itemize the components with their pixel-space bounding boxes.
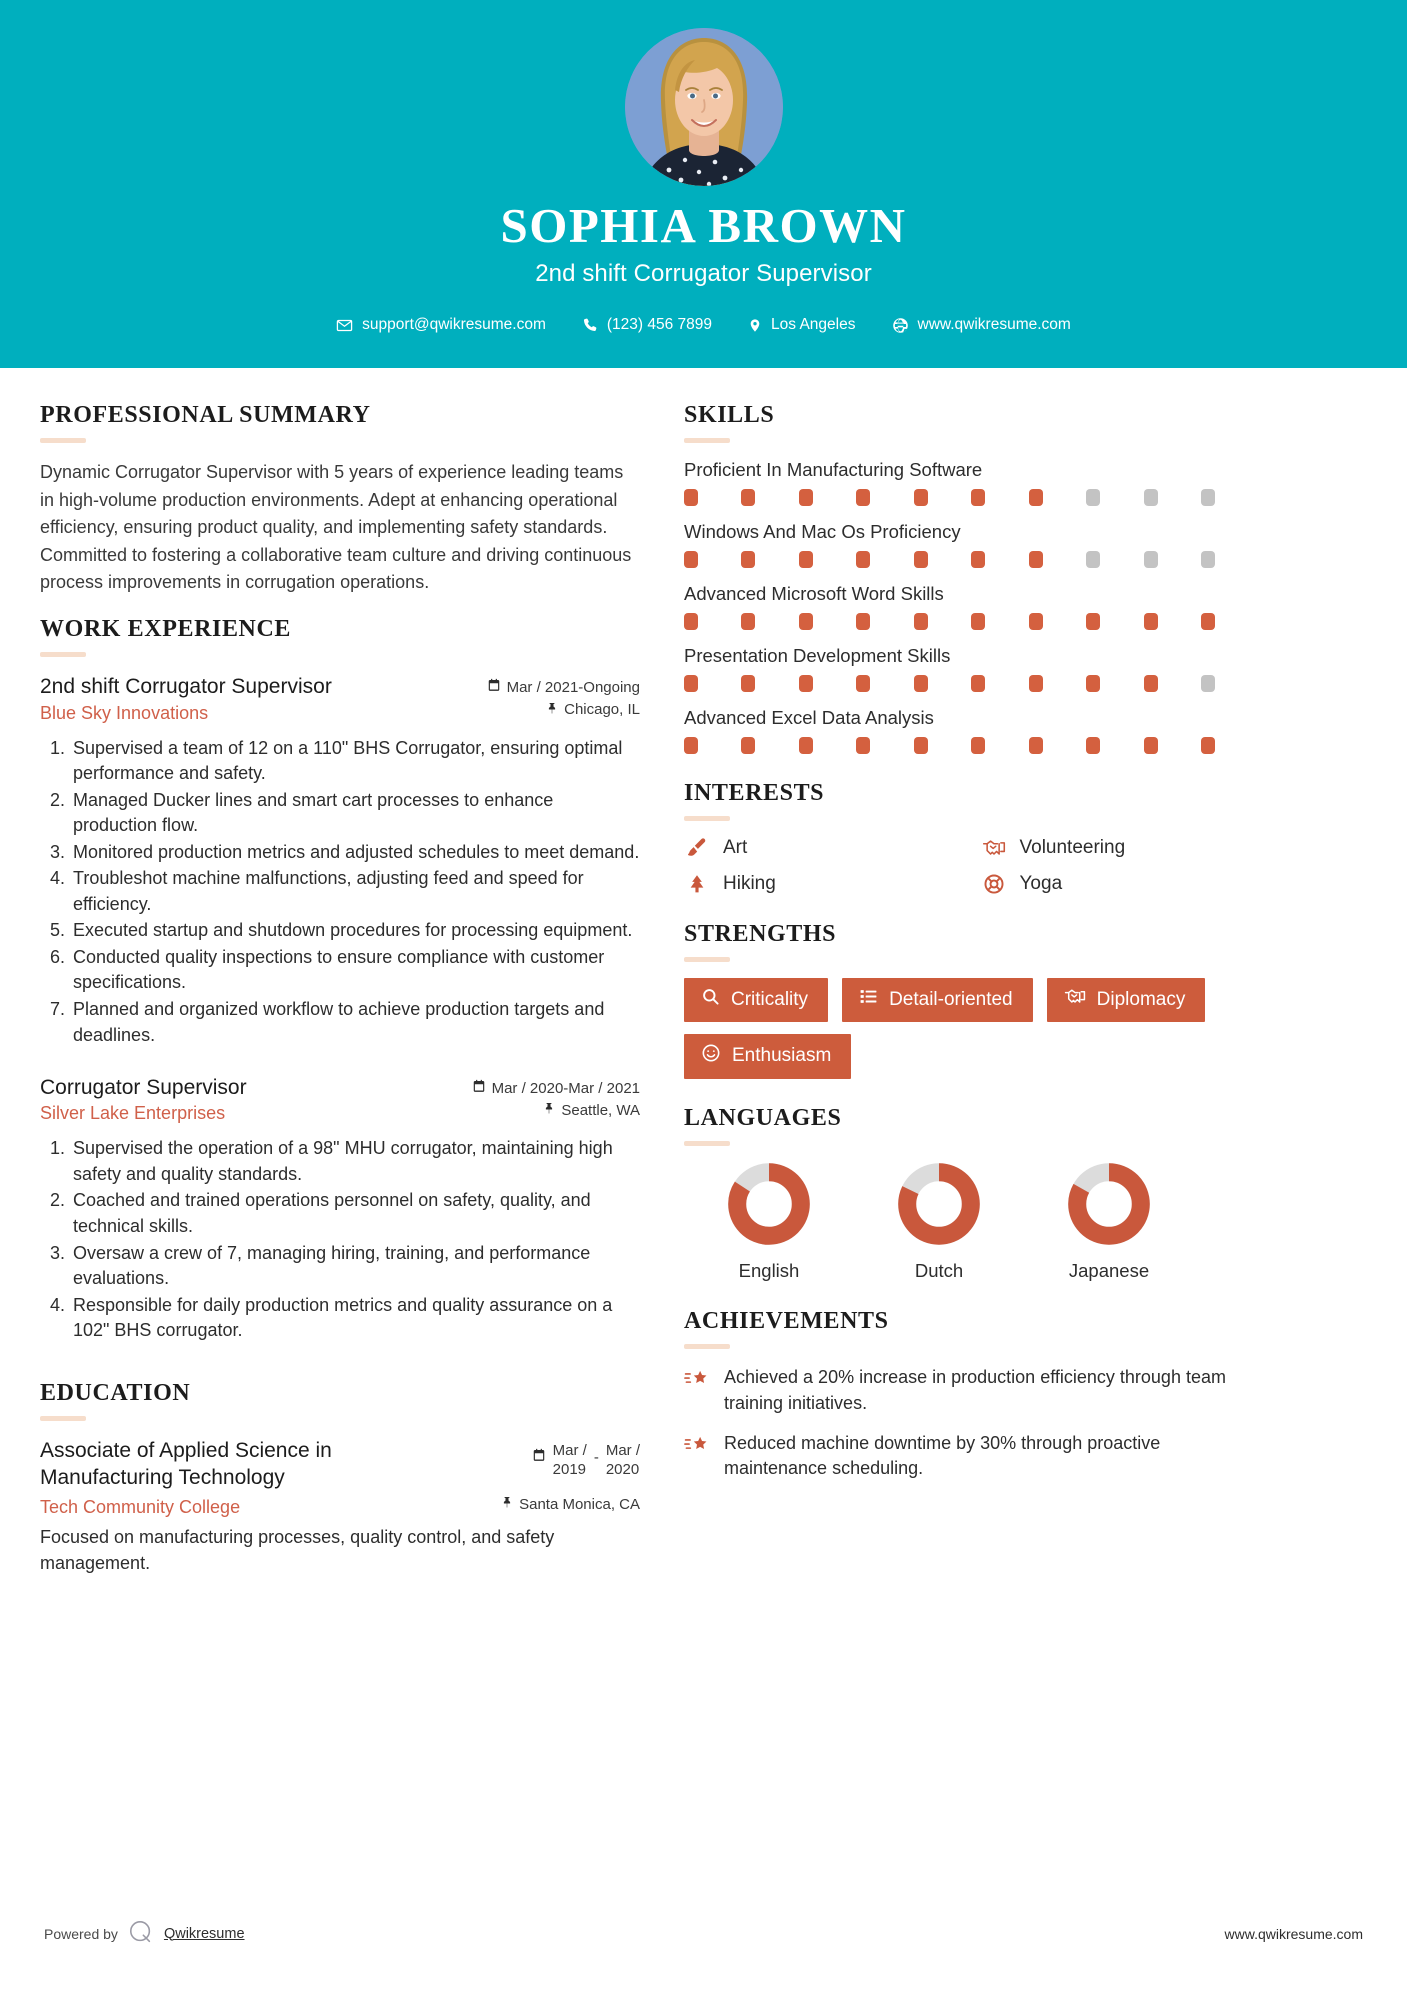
map-pin-icon bbox=[748, 317, 762, 334]
section-achievements bbox=[684, 1308, 1267, 1481]
work-bullets bbox=[40, 736, 640, 1049]
work-bullets bbox=[40, 1136, 640, 1343]
list-item: 2. Managed Ducker lines and smart cart processes to enhance production flow. bbox=[70, 788, 640, 839]
contact-email-text: support@qwikresume.com bbox=[362, 316, 546, 334]
footer-url[interactable]: www.qwikresume.com bbox=[1224, 1925, 1363, 1942]
skill-dot bbox=[856, 737, 870, 754]
skill-dot bbox=[1029, 489, 1043, 506]
section-title: ACHIEVEMENTS bbox=[684, 1308, 889, 1335]
skill-dot bbox=[1029, 613, 1043, 630]
interest-item-art bbox=[684, 837, 971, 859]
skill-dot bbox=[684, 613, 698, 630]
language-label: Dutch bbox=[914, 1260, 964, 1282]
section-rule bbox=[684, 438, 730, 443]
skill-dot bbox=[1201, 675, 1215, 692]
language-donut bbox=[897, 1162, 981, 1246]
strength-tag-diplomacy bbox=[1047, 978, 1206, 1022]
section-rule bbox=[40, 438, 86, 443]
skill-dot bbox=[1144, 737, 1158, 754]
skill-dot bbox=[971, 551, 985, 568]
page-title: SOPHIA BROWN bbox=[500, 198, 907, 253]
section-skills bbox=[684, 402, 1267, 754]
section-languages bbox=[684, 1105, 1267, 1282]
skill-row bbox=[684, 707, 1267, 754]
work-location-text: Chicago, IL bbox=[564, 701, 640, 719]
work-dates bbox=[472, 1079, 640, 1097]
shooting-star-icon bbox=[684, 1365, 710, 1395]
skill-dot bbox=[856, 551, 870, 568]
tree-icon bbox=[684, 873, 710, 895]
skill-label: Advanced Microsoft Word Skills bbox=[684, 583, 944, 605]
skill-row bbox=[684, 521, 1267, 568]
phone-icon bbox=[582, 317, 598, 333]
education-date-from-year: 2019 bbox=[552, 1460, 587, 1478]
skill-dot bbox=[1086, 613, 1100, 630]
language-label: Japanese bbox=[1068, 1260, 1150, 1282]
skill-dot bbox=[1086, 551, 1100, 568]
list-item: 3. Oversaw a crew of 7, managing hiring, training, and performance evaluations. bbox=[70, 1241, 640, 1292]
skill-dot bbox=[971, 613, 985, 630]
skill-dot bbox=[741, 613, 755, 630]
education-date-to bbox=[606, 1442, 640, 1480]
work-company: Blue Sky Innovations bbox=[40, 702, 209, 723]
section-professional-summary bbox=[40, 402, 640, 596]
contact-location[interactable] bbox=[730, 316, 873, 334]
qwikresume-link[interactable]: Qwikresume bbox=[163, 1925, 245, 1942]
work-role: Corrugator Supervisor bbox=[40, 1076, 247, 1100]
language-item bbox=[684, 1162, 854, 1282]
skill-dot bbox=[799, 489, 813, 506]
skill-rating bbox=[684, 737, 1215, 754]
work-company: Silver Lake Enterprises bbox=[40, 1103, 226, 1124]
skill-dot bbox=[914, 613, 928, 630]
education-date-from-month: Mar / bbox=[552, 1441, 587, 1459]
skill-dot bbox=[914, 675, 928, 692]
list-item: 1. Supervised a team of 12 on a 110" BHS Corrugator, ensuring optimal performance and safety. bbox=[70, 736, 640, 787]
language-item bbox=[854, 1162, 1024, 1282]
skill-dot bbox=[1144, 675, 1158, 692]
strength-tag-enthusiasm bbox=[684, 1034, 851, 1079]
strength-label: Criticality bbox=[731, 988, 809, 1010]
section-title: WORK EXPERIENCE bbox=[40, 616, 292, 643]
calendar-icon bbox=[472, 1079, 486, 1097]
interest-grid bbox=[684, 837, 1267, 895]
lifebuoy-icon bbox=[981, 873, 1007, 895]
calendar-icon bbox=[532, 1442, 546, 1468]
skill-label: Proficient In Manufacturing Software bbox=[684, 459, 983, 481]
skill-dot bbox=[799, 551, 813, 568]
skill-dot bbox=[1029, 737, 1043, 754]
skill-dot bbox=[914, 737, 928, 754]
calendar-icon bbox=[487, 678, 501, 696]
section-title: EDUCATION bbox=[40, 1379, 191, 1406]
education-degree: Associate of Applied Science in Manufacturing Technology bbox=[40, 1438, 332, 1490]
section-education bbox=[40, 1380, 640, 1577]
smiley-icon bbox=[701, 1043, 721, 1069]
skill-row bbox=[684, 459, 1267, 506]
language-label: English bbox=[738, 1260, 800, 1282]
skill-dot bbox=[1086, 675, 1100, 692]
strength-label: Detail-oriented bbox=[889, 988, 1013, 1010]
section-rule bbox=[684, 1141, 730, 1146]
skill-dot bbox=[856, 489, 870, 506]
powered-by-label: Powered by bbox=[44, 1925, 118, 1942]
skill-dot bbox=[741, 737, 755, 754]
interest-label: Art bbox=[723, 837, 748, 859]
strength-tags bbox=[684, 978, 1267, 1079]
section-work-experience bbox=[40, 616, 640, 1344]
skill-label: Presentation Development Skills bbox=[684, 645, 951, 667]
language-item bbox=[1024, 1162, 1194, 1282]
right-column bbox=[684, 402, 1267, 1501]
contact-email[interactable] bbox=[318, 316, 564, 334]
section-title: LANGUAGES bbox=[684, 1105, 842, 1132]
section-title: PROFESSIONAL SUMMARY bbox=[40, 402, 371, 429]
contact-website-text: www.qwikresume.com bbox=[917, 316, 1071, 334]
achievement-text: Reduced machine downtime by 30% through proactive maintenance scheduling. bbox=[724, 1432, 1161, 1479]
section-rule bbox=[684, 1344, 730, 1349]
skill-dot bbox=[684, 489, 698, 506]
list-item: 3. Monitored production metrics and adjusted schedules to meet demand. bbox=[70, 840, 640, 866]
section-rule bbox=[40, 652, 86, 657]
language-donut bbox=[1067, 1162, 1151, 1246]
handshake-icon bbox=[981, 837, 1007, 859]
section-title: SKILLS bbox=[684, 402, 775, 429]
skill-row bbox=[684, 583, 1267, 630]
education-location-text: Santa Monica, CA bbox=[519, 1495, 640, 1513]
powered-by bbox=[44, 1919, 245, 1948]
skill-rating bbox=[684, 551, 1215, 568]
strength-label: Enthusiasm bbox=[732, 1045, 832, 1067]
achievement-text: Achieved a 20% increase in production efficiency through team training initiatives. bbox=[724, 1367, 1226, 1413]
achievement-item bbox=[684, 1431, 1267, 1482]
skill-dot bbox=[1144, 489, 1158, 506]
skill-dot bbox=[914, 551, 928, 568]
skill-dot bbox=[1086, 737, 1100, 754]
interest-label: Hiking bbox=[723, 873, 776, 895]
page-footer bbox=[0, 1919, 1407, 1948]
skill-dot bbox=[856, 675, 870, 692]
contact-website[interactable] bbox=[874, 316, 1089, 334]
list-item: 1. Supervised the operation of a 98" MHU corrugator, maintaining high safety and quality standards. bbox=[70, 1136, 640, 1187]
skill-dot bbox=[971, 489, 985, 506]
skill-label: Advanced Excel Data Analysis bbox=[684, 707, 934, 729]
interest-label: Yoga bbox=[1019, 873, 1063, 895]
skill-dot bbox=[684, 737, 698, 754]
search-icon bbox=[701, 987, 720, 1012]
work-entry bbox=[40, 1074, 640, 1344]
left-column bbox=[40, 402, 640, 1596]
language-donut bbox=[727, 1162, 811, 1246]
skill-dot bbox=[1201, 613, 1215, 630]
strength-tag-detail-oriented bbox=[842, 978, 1033, 1022]
list-item: 2. Coached and trained operations personnel on safety, quality, and technical skills. bbox=[70, 1188, 640, 1239]
education-location bbox=[501, 1495, 640, 1513]
avatar bbox=[625, 28, 783, 186]
work-dates-text: Mar / 2021-Ongoing bbox=[506, 678, 640, 696]
interest-item-volunteering bbox=[981, 837, 1268, 859]
section-rule bbox=[684, 816, 730, 821]
skill-rating bbox=[684, 675, 1215, 692]
skill-dot bbox=[856, 613, 870, 630]
pin-icon bbox=[543, 1101, 555, 1119]
work-location-text: Seattle, WA bbox=[561, 1101, 640, 1119]
strength-tag-criticality bbox=[684, 978, 828, 1022]
skill-dot bbox=[1201, 551, 1215, 568]
header-subtitle: 2nd shift Corrugator Supervisor bbox=[535, 260, 872, 288]
section-rule bbox=[40, 1416, 86, 1421]
section-interests bbox=[684, 780, 1267, 895]
resume-body bbox=[0, 368, 1407, 1596]
pin-icon bbox=[501, 1495, 513, 1513]
education-entry bbox=[40, 1437, 640, 1577]
achievement-item bbox=[684, 1365, 1267, 1416]
strength-label: Diplomacy bbox=[1096, 988, 1186, 1010]
contact-row bbox=[0, 316, 1407, 334]
work-dates bbox=[475, 678, 640, 696]
skill-dot bbox=[1201, 737, 1215, 754]
avatar-photo bbox=[625, 28, 783, 186]
section-strengths bbox=[684, 921, 1267, 1079]
pin-icon bbox=[546, 701, 558, 719]
skill-dot bbox=[1086, 489, 1100, 506]
work-location bbox=[543, 1101, 640, 1119]
skill-rating bbox=[684, 489, 1215, 506]
work-dates-text: Mar / 2020-Mar / 2021 bbox=[491, 1079, 640, 1097]
education-school: Tech Community College bbox=[40, 1497, 241, 1518]
skill-dot bbox=[799, 675, 813, 692]
contact-phone[interactable] bbox=[564, 316, 730, 334]
date-separator: - bbox=[593, 1448, 599, 1466]
list-item: 5. Executed startup and shutdown procedures for processing equipment. bbox=[70, 918, 640, 944]
skill-dot bbox=[684, 551, 698, 568]
interest-item-hiking bbox=[684, 873, 971, 895]
envelope-icon bbox=[336, 317, 353, 334]
skill-dot bbox=[741, 551, 755, 568]
skill-dot bbox=[799, 613, 813, 630]
education-date-to-year: 2020 bbox=[605, 1460, 640, 1478]
skill-dot bbox=[914, 489, 928, 506]
list-icon bbox=[859, 987, 878, 1012]
interest-label: Volunteering bbox=[1019, 837, 1126, 859]
work-location bbox=[546, 701, 640, 719]
skill-dot bbox=[1144, 613, 1158, 630]
contact-location-text: Los Angeles bbox=[771, 316, 856, 334]
list-item: 7. Planned and organized workflow to achieve production targets and deadlines. bbox=[70, 997, 640, 1048]
interest-item-yoga bbox=[981, 873, 1268, 895]
skill-dot bbox=[684, 675, 698, 692]
globe-icon bbox=[892, 317, 909, 334]
education-date-from bbox=[553, 1442, 587, 1480]
education-date-to-month: Mar / bbox=[605, 1441, 640, 1459]
skill-dot bbox=[1029, 675, 1043, 692]
list-item: 6. Conducted quality inspections to ensure compliance with customer specifications. bbox=[70, 945, 640, 996]
skill-dot bbox=[971, 737, 985, 754]
contact-phone-text: (123) 456 7899 bbox=[606, 316, 713, 334]
shooting-star-icon bbox=[684, 1431, 710, 1461]
resume-header bbox=[0, 0, 1407, 368]
skill-dot bbox=[741, 489, 755, 506]
list-item: 4. Responsible for daily production metrics and quality assurance on a 102" BHS corrugator. bbox=[70, 1293, 640, 1344]
skill-dot bbox=[799, 737, 813, 754]
paintbrush-icon bbox=[684, 837, 710, 859]
skill-row bbox=[684, 645, 1267, 692]
skill-dot bbox=[971, 675, 985, 692]
work-entry bbox=[40, 673, 640, 1048]
section-rule bbox=[684, 957, 730, 962]
summary-text: Dynamic Corrugator Supervisor with 5 years of experience leading teams in high-volume production environments. Adept at enhancing operational efficiency, ensuring product quality, and implementing safety standards. Committed to fostering a collaborative team culture and driving continuous process improvements in corrugation operations. bbox=[40, 462, 632, 592]
qwikresume-logo-icon bbox=[128, 1919, 154, 1948]
section-title: STRENGTHS bbox=[684, 921, 837, 948]
skill-dot bbox=[1029, 551, 1043, 568]
skill-dot bbox=[1201, 489, 1215, 506]
list-item: 4. Troubleshot machine malfunctions, adjusting feed and speed for efficiency. bbox=[70, 866, 640, 917]
handshake-icon bbox=[1064, 987, 1086, 1012]
skill-dot bbox=[1144, 551, 1158, 568]
skill-rating bbox=[684, 613, 1215, 630]
skill-label: Windows And Mac Os Proficiency bbox=[684, 521, 961, 543]
education-dates bbox=[475, 1442, 640, 1480]
section-title: INTERESTS bbox=[684, 780, 825, 807]
work-role: 2nd shift Corrugator Supervisor bbox=[40, 675, 332, 699]
education-description: Focused on manufacturing processes, quality control, and safety management. bbox=[40, 1527, 555, 1574]
skill-dot bbox=[741, 675, 755, 692]
language-list bbox=[684, 1162, 1267, 1282]
